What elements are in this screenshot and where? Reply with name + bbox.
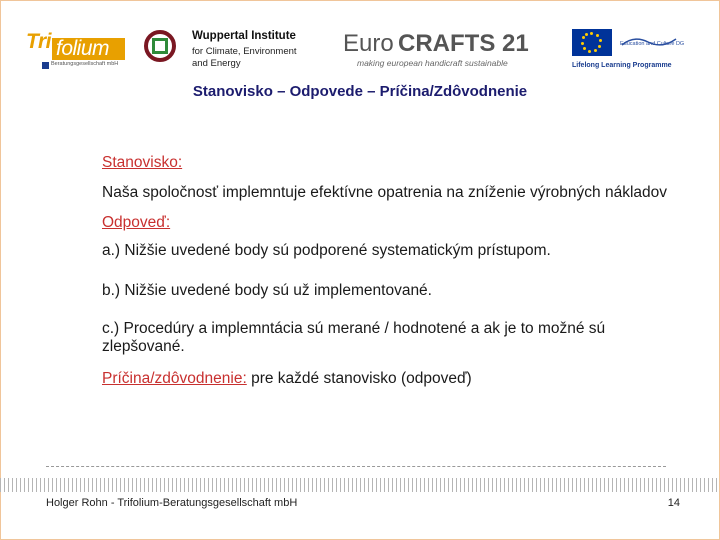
footer-divider bbox=[46, 466, 666, 467]
trifolium-folium: folium bbox=[56, 37, 110, 60]
trifolium-mark bbox=[42, 62, 49, 69]
lifelong-learning-text: Lifelong Learning Programme bbox=[572, 62, 672, 69]
footer-tick-bar bbox=[0, 478, 720, 492]
eurocrafts-crafts: CRAFTS 21 bbox=[398, 30, 529, 57]
eurocrafts-euro: Euro bbox=[343, 30, 394, 57]
trifolium-logo bbox=[26, 30, 126, 74]
slide-body bbox=[102, 152, 692, 390]
trifolium-tri: Tri bbox=[26, 30, 51, 53]
eurocrafts-tagline: making european handicraft sustainable bbox=[357, 58, 508, 68]
odpoved-label: Odpoveď: bbox=[102, 214, 171, 231]
wuppertal-line1: for Climate, Environment bbox=[192, 46, 297, 57]
slide-title: Stanovisko – Odpovede – Príčina/Zdôvodnenie bbox=[192, 83, 528, 100]
pricina-text: pre každé stanovisko (odpoveď) bbox=[246, 370, 472, 387]
item-a: a.) Nižšie uvedené body sú podporené systematickým prístupom. bbox=[102, 242, 551, 259]
eu-flag-icon bbox=[572, 29, 612, 56]
education-culture-text: Education and Culture DG bbox=[620, 41, 685, 47]
item-b: b.) Nižšie uvedené body sú už implementované. bbox=[102, 282, 432, 299]
stanovisko-text: Naša spoločnosť implemntuje efektívne opatrenia na zníženie výrobných nákladov bbox=[102, 184, 668, 201]
wuppertal-square-icon bbox=[152, 38, 168, 54]
stanovisko-label: Stanovisko: bbox=[102, 154, 183, 171]
trifolium-subtitle: Beratungsgesellschaft mbH bbox=[51, 61, 119, 67]
item-c: c.) Procedúry a implemntácia sú merané / hodnotené a ak je to možné sú zlepšované. bbox=[102, 320, 606, 355]
wuppertal-logo bbox=[144, 28, 334, 72]
pricina-label: Príčina/zdôvodnenie: bbox=[102, 370, 247, 387]
footer-author: Holger Rohn - Trifolium-Beratungsgesellschaft mbH bbox=[46, 497, 298, 509]
eu-logo bbox=[572, 27, 685, 73]
wuppertal-title: Wuppertal Institute bbox=[192, 30, 296, 42]
eurocrafts-logo bbox=[343, 30, 553, 70]
page-number: 14 bbox=[667, 497, 680, 509]
wuppertal-line2: and Energy bbox=[192, 58, 241, 69]
